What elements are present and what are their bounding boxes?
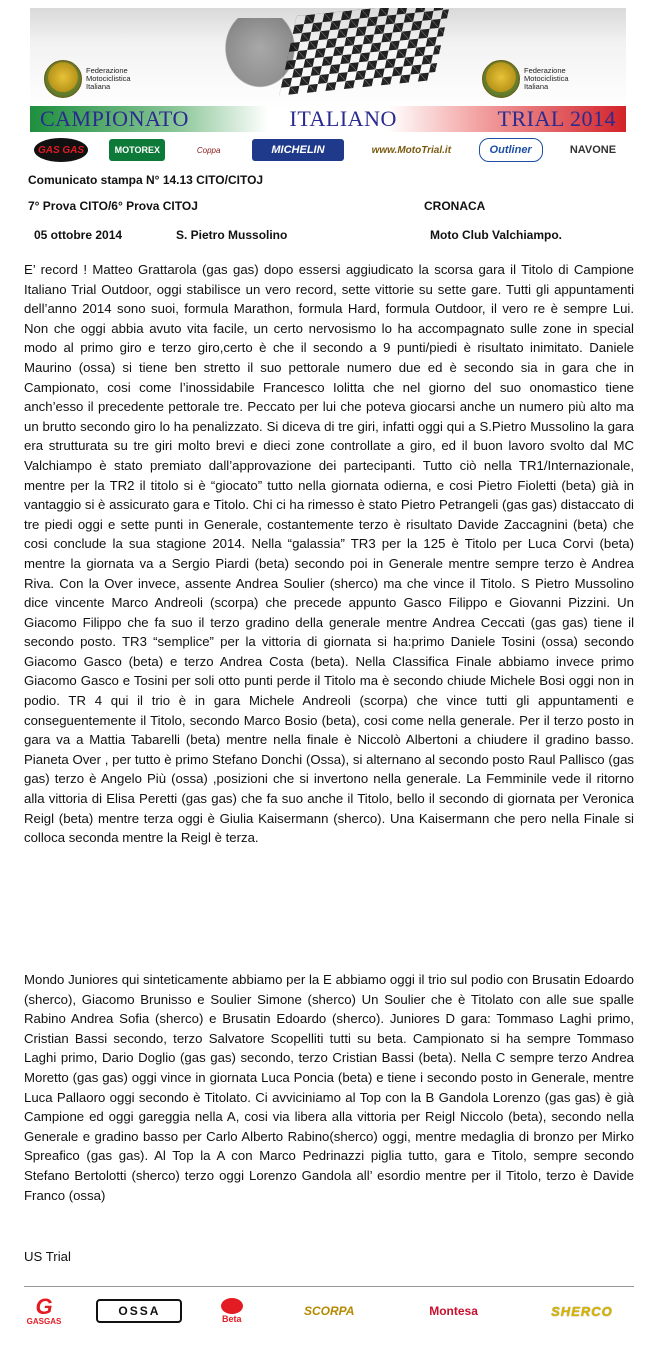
beta-emblem-icon bbox=[221, 1298, 243, 1314]
fmi-logo-left bbox=[44, 60, 131, 98]
report-paragraph-2: Mondo Juniores qui sinteticamente abbiamo per la E abbiamo oggi il trio sul podio con Brusatin Edoardo (sherco), Giacomo Brunisso e Soulier Simone (sherco) Un Soulier che è Titolato con alle sue spalle Rabino Andrea Sofia (sherco) e Brusatin Edoardo (sherco). Juniores D gara: Tommaso Laghi primo, Cristian Bassi secondo, terzo Salvatore Scopelliti tutti su beta. Campionato si ha sempre Tommaso Laghi primo, Dario Doglio (gas gas) secondo, terzo Cristian Bassi (beta). Nella C sempre terzo Andrea Moretto (gas gas) oggi vince in giornata Luca Poncia (beta) e tiene i secondo posto in Generale, mentre Luca Pallaoro oggi secondo è Titolato. Ci avviciniamo al Top con la B Gandola Lorenzo (gas gas) è già Campione ed oggi gareggia nella A, cosi via libera alla vittoria per Reigl Niccolo (beta), secondo nella Generale e gradino basso per Carlo Alberto Rabino(sherco) oggi, mentre medaglia di bronzo per Mirko Spreafico (gas gas). Al Top la A con Marco Pedrinazzi piglia tutto, gara e Titolo, sempre secondo Stefano Bertolotti (sherco) terzo oggi Lorenzo Gandola all’ esordio mentre per il Titolo, terzo è Davide Franco (ossa) bbox=[24, 972, 634, 1203]
sponsor-row bbox=[30, 135, 626, 165]
signature: US Trial bbox=[24, 1249, 71, 1264]
sponsor-navone-logo: NAVONE bbox=[569, 144, 617, 156]
press-release-title: Comunicato stampa N° 14.13 CITO/CITOJ bbox=[28, 173, 264, 187]
fmi-logo-right bbox=[482, 60, 569, 98]
fmi-text-left: Federazione Motociclistica Italiana bbox=[86, 66, 131, 91]
scorpa-logo: SCORPA bbox=[303, 1304, 355, 1318]
championship-title bbox=[30, 106, 626, 132]
round-label: 7° Prova CITO/6° Prova CITOJ bbox=[28, 199, 198, 213]
organizing-club: Moto Club Valchiampo. bbox=[430, 228, 563, 242]
sherco-logo: SHERCO bbox=[551, 1303, 613, 1319]
beta-logo-label: Beta bbox=[222, 1314, 242, 1324]
brand-footer bbox=[24, 1294, 634, 1328]
sponsor-trophy-logo: Coppa bbox=[196, 145, 221, 155]
ossa-logo: OSSA bbox=[96, 1299, 182, 1323]
report-paragraph-1: E’ record ! Matteo Grattarola (gas gas) dopo essersi aggiudicato la scorsa gara il Titolo di Campione Italiano Trial Outdoor, oggi stabilisce un vero record, sette vittorie su sette gare. Tutti gli appuntamenti dell’anno 2014 sono suoi, formula Marathon, formula Hard, formula Outdoor, il vero re è sempre Lui. Non che oggi abbia avuto vita facile, un certo nervosismo lo ha accompagnato sulle zone in special modo al primo giro e terzo giro,certo è che il secondo a 9 punti/piedi è risultato inimitato. Daniele Maurino (ossa) si tiene ben stretto il suo pettorale numero due ed è secondo sia in gara che in Campionato, cosi come l’inossidabile Francesco Iolitta che nel giorno del suo onomastico tiene anch’esso il precedente pettorale tre. Peccato per lui che poteva giocarsi anche un numero più alto ma un brutto secondo giro lo ha penalizzato. Si diceva di tre giri, infatti oggi qui a S.Pietro Mussolino la gara era strutturata su tre giri molto brevi e dieci zone controllate a giro, ed il buon lavoro svolto dal MC Valchiampo è stato premiato dall’approvazione dei partecipanti. Tutto ciò nella TR1/Internazionale, mentre per la TR2 il titolo si è “giocato” tutto nella giornata odierna, e cosi Pietro Fioletti (beta) già in vantaggio si è assicurato gara e Titolo. Chi ci ha rimesso è stato Pietro Petrangeli (gas gas) distaccato di tre piedi oggi e sette punti in Generale, costantemente terzo è risultato Davide Zaccagnini (beta) che cosi conclude la sua stagione 2014. Nella “galassia” TR3 per la 125 è Titolo per Luca Corvi (beta) mentre la giornata va a Sergio Piardi (beta) secondo poi in Generale mentre sempre terzo è Andrea Riva. Con la Over invece, assente Andrea Soulier (sherco) ma che vince il Titolo. S Pietro Mussolino dice vincente Marco Andreoli (scorpa) che precede appunto Gasco Filippo e Giovanni Pizzini. Un Giacomo Filippo che fa suo il terzo gradino della generale mentre Andrea Ceccati (gas gas) tiene il secondo posto. TR3 “semplice” per la vittoria di giornata si ha:primo Daniele Tosini (ossa) secondo Giacomo Gasco (beta) e terzo Andrea Costa (beta). Nella Classifica Finale abbiamo invece primo Giacomo Gasco e Tosini per soli otto punti perde il Titolo ma è secondo chiude Michele Bosi oggi non in podio. TR 4 qui il trio è in gara Michele Andreoli (scorpa) che vince tutti gli appuntamenti e conseguentemente il Titolo, secondo Marco Bosio (beta), cosi come nella generale. Per il terzo posto in gara va a Mattia Tabarelli (beta) mentre nella finale è Niccolò Albertoni a chiudere il gradino basso. Pianeta Over , per tutto è primo Stefano Donchi (Ossa), si alternano al secondo posto Raul Pallisco (gas gas) terzo è Angelo Più (ossa) ,posizioni che si invertono nella generale. La Femminile vede il ritorno alla vittoria di Elisa Peretti (gas gas) che fa suo anche il Titolo, bello il secondo di giornata per Veronica Reigl (beta) mentre terza oggi è Giulia Kaisermann (sherco). Una Kaisermann che pero nella Finale si colloca seconda mentre la Reigl è terza. bbox=[24, 262, 634, 846]
sponsor-outliner-logo: Outliner bbox=[479, 138, 543, 162]
sponsor-motorex-logo: MOTOREX bbox=[109, 139, 165, 161]
beta-logo bbox=[215, 1295, 249, 1327]
fmi-emblem-icon bbox=[482, 60, 520, 98]
event-date: 05 ottobre 2014 bbox=[34, 228, 123, 242]
sponsor-mototrial-logo: www.MotoTrial.it bbox=[371, 144, 452, 156]
sponsor-michelin-logo: MICHELIN bbox=[252, 139, 344, 161]
gasgas-logo-label: GASGAS bbox=[26, 1316, 62, 1326]
title-word-italiano: ITALIANO bbox=[289, 106, 397, 131]
header-banner bbox=[30, 8, 626, 166]
fmi-text-right: Federazione Motociclistica Italiana bbox=[524, 66, 569, 91]
sponsor-gasgas-logo: GAS GAS bbox=[34, 138, 88, 162]
fmi-emblem-icon bbox=[44, 60, 82, 98]
montesa-logo: Montesa bbox=[429, 1304, 478, 1318]
title-word-campionato: CAMPIONATO bbox=[40, 106, 189, 131]
title-word-trial: TRIAL 2014 bbox=[497, 106, 616, 131]
checkered-flag bbox=[279, 8, 451, 96]
banner-graphic bbox=[30, 8, 626, 108]
section-label: CRONACA bbox=[424, 199, 486, 213]
gasgas-logo: G GASGAS bbox=[26, 1293, 62, 1326]
footer-divider bbox=[24, 1286, 634, 1287]
event-place: S. Pietro Mussolino bbox=[176, 228, 288, 242]
